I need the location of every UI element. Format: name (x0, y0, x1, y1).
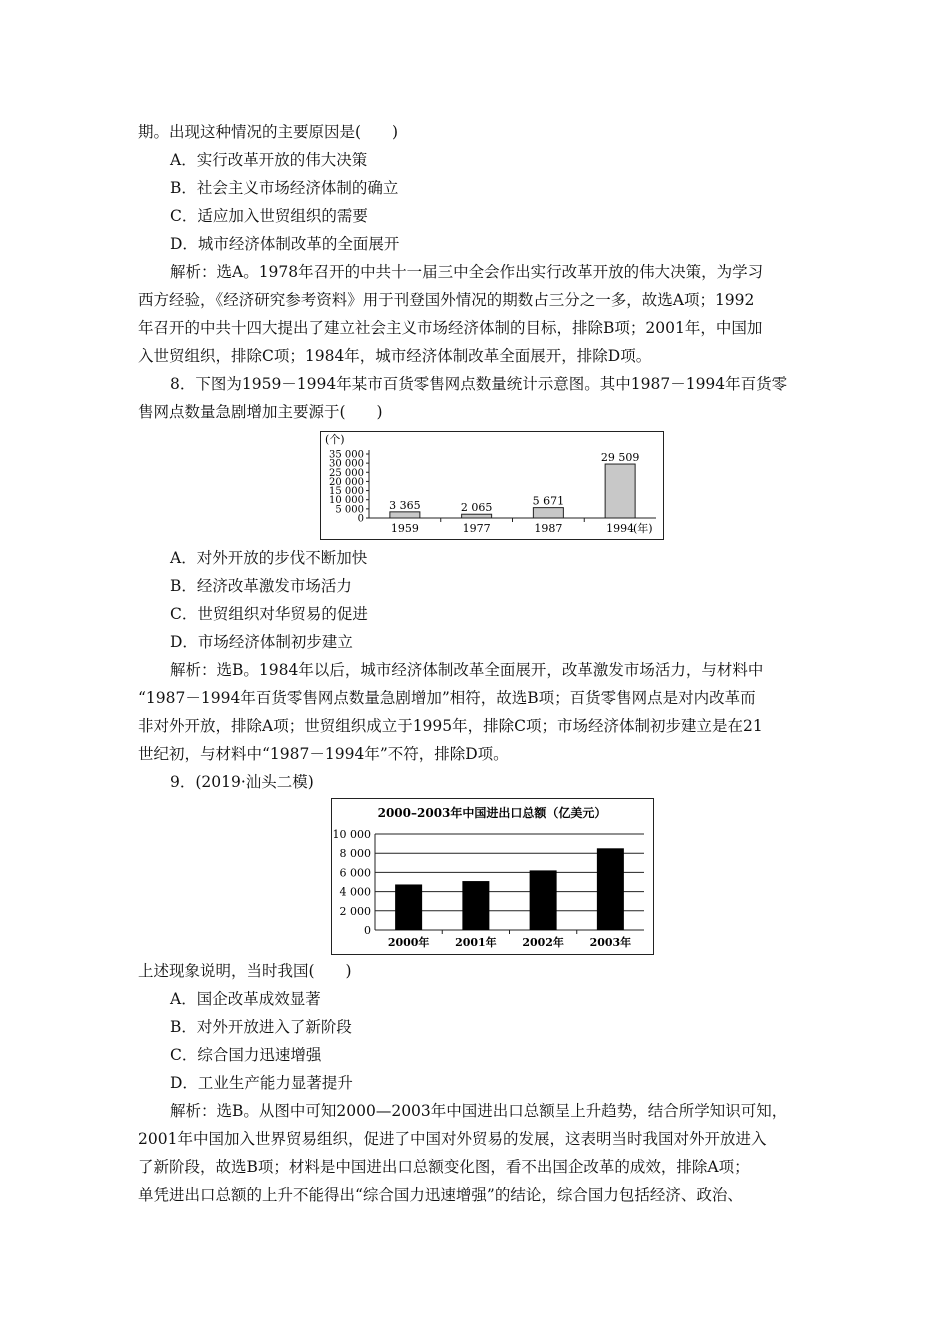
q8-option-c: C．世贸组织对华贸易的促进 (170, 605, 368, 623)
trade-volume-chart (331, 798, 654, 955)
q7-analysis-line: 解析：选A。1978年召开的中共十一届三中全会作出实行改革开放的伟大决策，为学习 (170, 263, 764, 281)
y-tick-label: 0 (364, 924, 371, 937)
q9-option-c: C．综合国力迅速增强 (170, 1046, 322, 1064)
q8-option-d: D．市场经济体制初步建立 (170, 633, 353, 651)
q7-option-b: B．社会主义市场经济体制的确立 (170, 179, 399, 197)
y-axis-label: (个) (325, 433, 345, 446)
bar (533, 508, 563, 518)
bar (395, 884, 422, 930)
bar (462, 514, 492, 518)
y-tick-label: 30 000 (329, 458, 364, 470)
q9-stem: 9．(2019·汕头二模) (170, 773, 314, 791)
x-tick-label: 2000年 (387, 936, 430, 949)
bar-value-label: 29 509 (600, 451, 640, 465)
q9-analysis-line: 2001年中国加入世界贸易组织，促进了中国对外贸易的发展，这表明当时我国对外开放进入 (138, 1130, 767, 1148)
q9-analysis-line: 单凭进出口总额的上升不能得出“综合国力迅速增强”的结论，综合国力包括经济、政治、 (138, 1186, 743, 1204)
q7-analysis-line: 西方经验，《经济研究参考资料》用于刊登国外情况的期数占三分之一多，故选A项；1992 (138, 291, 755, 309)
y-tick-label: 8 000 (339, 847, 371, 861)
q8-analysis-line: 非对外开放，排除A项；世贸组织成立于1995年，排除C项；市场经济体制初步建立是在21 (138, 717, 763, 735)
x-tick-label: 1977 (462, 522, 491, 535)
y-tick-label: 15 000 (329, 486, 364, 498)
y-tick-label: 10 000 (332, 828, 371, 841)
y-tick-label: 20 000 (329, 476, 364, 488)
y-tick-label: 4 000 (339, 885, 371, 899)
chart-title: 2000–2003年中国进出口总额（亿美元） (377, 806, 607, 820)
q8-stem: 8．下图为1959－1994年某市百货零售网点数量统计示意图。其中1987－1994年百货零 (170, 375, 788, 393)
bar (605, 464, 635, 518)
retail-outlets-chart-svg (321, 432, 663, 539)
y-tick-label: 35 000 (329, 449, 364, 461)
q7-option-d: D．城市经济体制改革的全面展开 (170, 235, 400, 253)
q9-option-b: B．对外开放进入了新阶段 (170, 1018, 352, 1036)
y-tick-label: 2 000 (339, 904, 371, 918)
q7-stem-end: 期。出现这种情况的主要原因是( ) (138, 123, 399, 141)
q8-stem: 售网点数量急剧增加主要源于( ) (138, 403, 383, 421)
y-tick-label: 6 000 (339, 866, 371, 880)
retail-outlets-chart (320, 431, 664, 540)
bar-value-label: 3 365 (389, 498, 421, 512)
x-axis-label: (年) (633, 522, 653, 535)
q9-analysis-line: 解析：选B。从图中可知2000—2003年中国进出口总额呈上升趋势，结合所学知识可知， (170, 1102, 788, 1120)
x-tick-label: 1994 (606, 522, 635, 535)
y-tick-label: 25 000 (329, 467, 364, 479)
bar-value-label: 5 671 (532, 494, 565, 508)
q7-option-a: A．实行改革开放的伟大决策 (170, 151, 368, 169)
bar-value-label: 2 065 (460, 501, 493, 515)
x-tick-label: 2002年 (522, 936, 564, 949)
y-tick-label: 10 000 (329, 495, 364, 507)
bar (530, 870, 557, 930)
q8-option-b: B．经济改革激发市场活力 (170, 577, 352, 595)
q8-analysis-line: 解析：选B。1984年以后，城市经济体制改革全面展开，改革激发市场活力，与材料中 (170, 661, 764, 679)
x-tick-label: 1959 (390, 522, 419, 535)
bar (462, 881, 489, 930)
q9-analysis-line: 了新阶段，故选B项；材料是中国进出口总额变化图，看不出国企改革的成效，排除A项； (138, 1158, 750, 1176)
bar (390, 512, 420, 518)
y-tick-label: 5 000 (335, 504, 364, 516)
x-tick-label: 2003年 (589, 936, 632, 949)
q7-analysis-line: 入世贸组织，排除C项；1984年，城市经济体制改革全面展开，排除D项。 (138, 347, 652, 365)
x-tick-label: 2001年 (455, 936, 497, 949)
q9-option-d: D．工业生产能力显著提升 (170, 1074, 353, 1092)
trade-volume-chart-svg (332, 799, 653, 954)
x-tick-label: 1987 (534, 522, 563, 535)
q9-question: 上述现象说明，当时我国( ) (138, 962, 352, 980)
bar (597, 848, 624, 930)
q8-analysis-line: 世纪初，与材料中“1987－1994年”不符，排除D项。 (138, 745, 509, 763)
y-tick-label: 0 (357, 513, 364, 525)
q8-analysis-line: “1987－1994年百货零售网点数量急剧增加”相符，故选B项；百货零售网点是对内改革而 (138, 689, 756, 707)
q7-option-c: C．适应加入世贸组织的需要 (170, 207, 368, 225)
q8-option-a: A．对外开放的步伐不断加快 (170, 549, 368, 567)
q7-analysis-line: 年召开的中共十四大提出了建立社会主义市场经济体制的目标，排除B项；2001年，中国加 (138, 319, 763, 337)
q9-option-a: A．国企改革成效显著 (170, 990, 321, 1008)
